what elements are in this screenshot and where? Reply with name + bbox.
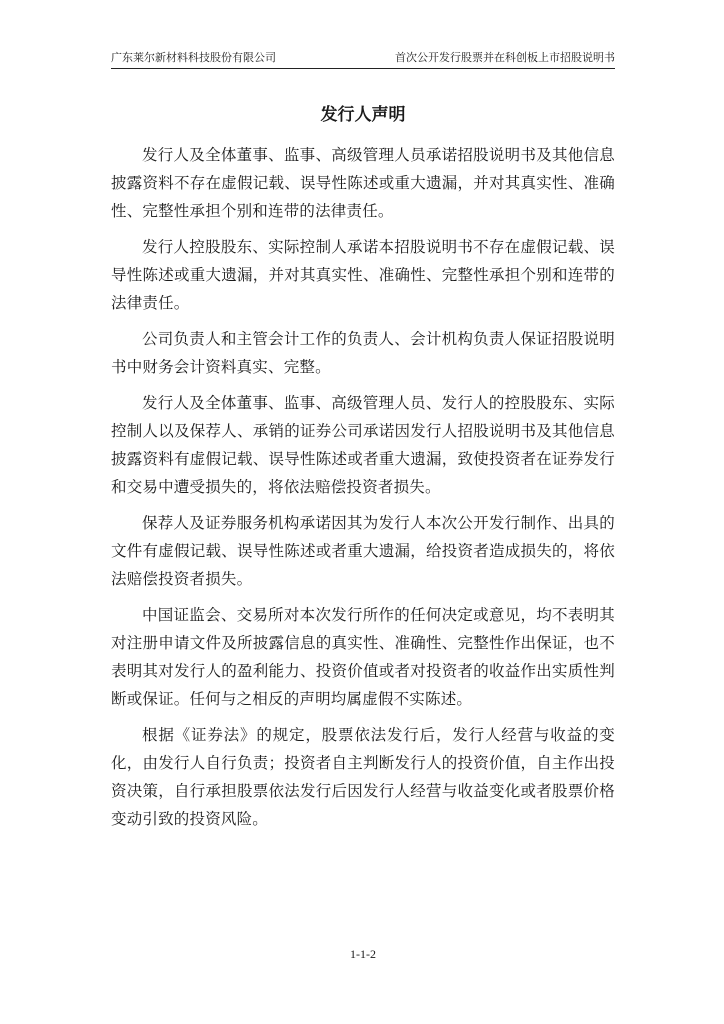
declaration-body: [111, 141, 615, 841]
paragraph: 发行人及全体董事、监事、高级管理人员、发行人的控股股东、实际控制人以及保荐人、承销的证券公司承诺因发行人招股说明书及其他信息披露资料有虚假记载、误导性陈述或者重大遗漏，致使投资者在证券发行和交易中遭受损失的，将依法赔偿投资者损失。: [111, 394, 615, 496]
page-header: [111, 50, 615, 69]
paragraph: 公司负责人和主管会计工作的负责人、会计机构负责人保证招股说明书中财务会计资料真实、完整。: [111, 330, 615, 376]
paragraph: 中国证监会、交易所对本次发行所作的任何决定或意见，均不表明其对注册申请文件及所披露信息的真实性、准确性、完整性作出保证，也不表明其对发行人的盈利能力、投资价值或者对投资者的收益作出实质性判断或保证。任何与之相反的声明均属虚假不实陈述。: [111, 606, 615, 708]
header-document-title: 首次公开发行股票并在科创板上市招股说明书: [395, 51, 615, 64]
paragraph: 发行人控股股东、实际控制人承诺本招股说明书不存在虚假记载、误导性陈述或重大遗漏，并对其真实性、准确性、完整性承担个别和连带的法律责任。: [111, 238, 615, 312]
paragraph: 发行人及全体董事、监事、高级管理人员承诺招股说明书及其他信息披露资料不存在虚假记载、误导性陈述或重大遗漏，并对其真实性、准确性、完整性承担个别和连带的法律责任。: [111, 146, 615, 220]
paragraph: 根据《证券法》的规定，股票依法发行后，发行人经营与收益的变化，由发行人自行负责；投资者自主判断发行人的投资价值，自主作出投资决策，自行承担股票依法发行后因发行人经营与收益变化或者股票价格变动引致的投资风险。: [111, 726, 615, 828]
page-title: 发行人声明: [320, 105, 406, 125]
page-number: 1-1-2: [350, 947, 376, 961]
header-company-name: 广东莱尔新材料科技股份有限公司: [111, 51, 276, 64]
paragraph: 保荐人及证券服务机构承诺因其为发行人本次公开发行制作、出具的文件有虚假记载、误导性陈述或者重大遗漏，给投资者造成损失的，将依法赔偿投资者损失。: [111, 514, 615, 588]
